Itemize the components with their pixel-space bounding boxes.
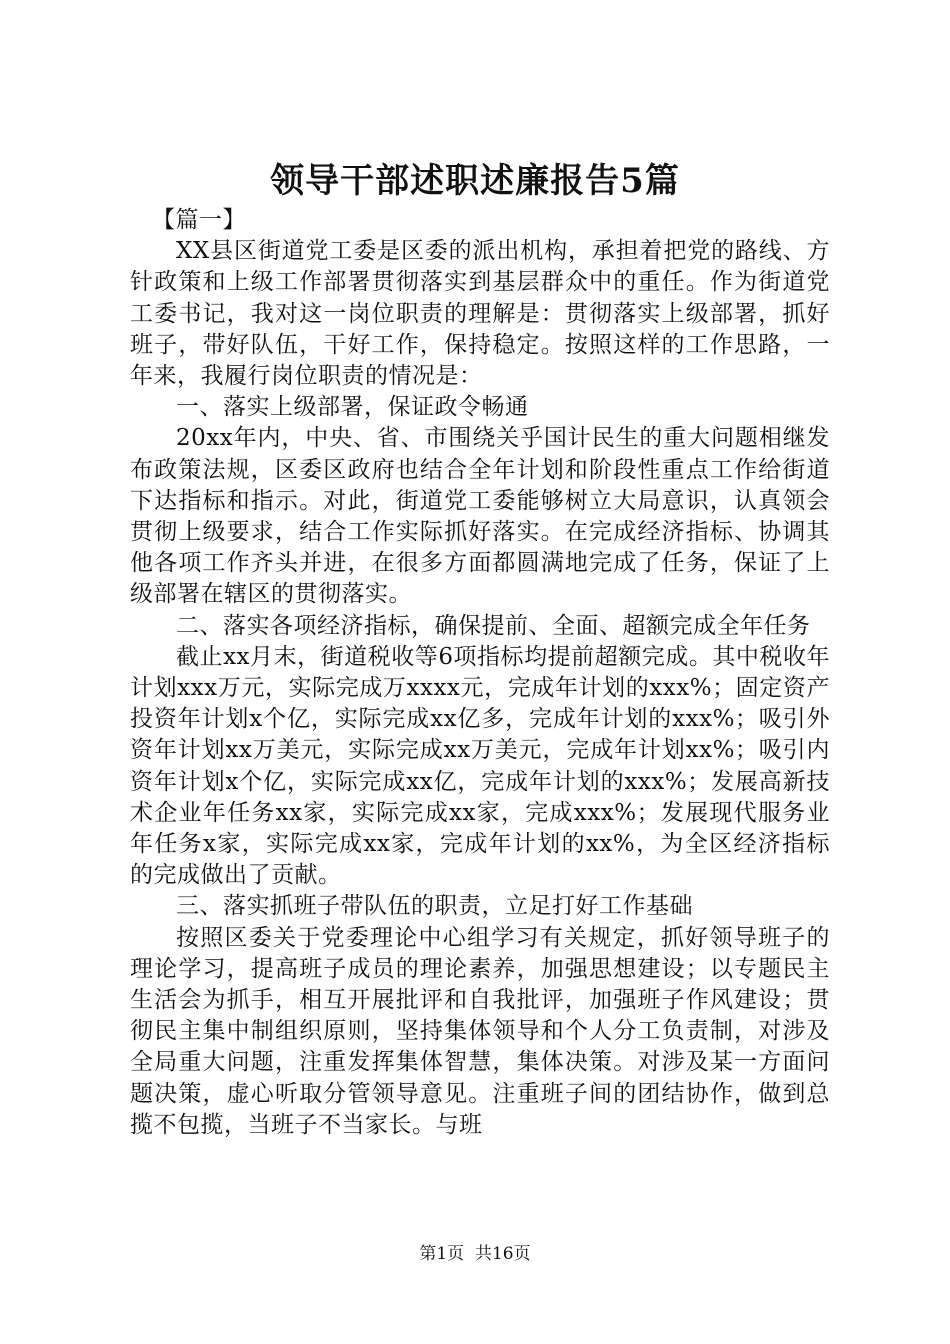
page-number: 第1页 共16页 (419, 1244, 531, 1264)
body-paragraph: 按照区委关于党委理论中心组学习有关规定，抓好领导班子的理论学习，提高班子成员的理论素养，加强思想建设；以专题民主生活会为抓手，相互开展批评和自我批评，加强班子作风建设；贯彻民主集中制组织原则，坚持集体领导和个人分工负责制，对涉及全局重大问题，注重发挥集体智慧，集体决策。对涉及某一方面问题决策，虚心听取分管领导意见。注重班子间的团结协作，做到总揽不包揽，当班子不当家长。与班 (130, 924, 830, 1138)
section-heading: 三、落实抓班子带队伍的职责，立足打好工作基础 (176, 893, 693, 920)
body-paragraph: 截止xx月末，街道税收等6项指标均提前超额完成。其中税收年计划xxx万元，实际完成万xxxx元，完成年计划的xxx%；固定资产投资年计划x个亿，实际完成xx亿多，完成年计划的xxx%；吸引外资年计划xx万美元，实际完成xx万美元，完成年计划xx%；吸引内资年计划x个亿，实际完成xx亿，完成年计划的xxx%；发展高新技术企业年任务xx家，实际完成xx家，完成xxx%；发展现代服务业年任务x家，实际完成xx家，完成年计划的xx%，为全区经济指标的完成做出了贡献。 (130, 643, 830, 889)
document-body (130, 205, 830, 1141)
body-paragraph: 20xx年内，中央、省、市围绕关乎国计民生的重大问题相继发布政策法规，区委区政府也结合全年计划和阶段性重点工作给街道下达指标和指示。对此，街道党工委能够树立大局意识，认真领会贯彻上级要求，结合工作实际抓好落实。在完成经济指标、协调其他各项工作齐头并进，在很多方面都圆满地完成了任务，保证了上级部署在辖区的贯彻落实。 (130, 425, 830, 608)
section-heading: 二、落实各项经济指标，确保提前、全面、超额完成全年任务 (176, 612, 811, 639)
body-paragraph: XX县区街道党工委是区委的派出机构，承担着把党的路线、方针政策和上级工作部署贯彻落实到基层群众中的重任。作为街道党工委书记，我对这一岗位职责的理解是：贯彻落实上级部署，抓好班子，带好队伍，干好工作，保持稳定。按照这样的工作思路，一年来，我履行岗位职责的情况是： (130, 238, 830, 390)
document-title: 领导干部述职述廉报告5篇 (270, 161, 680, 201)
page-footer (0, 1243, 950, 1265)
section-heading: 一、落实上级部署，保证政令畅通 (176, 394, 529, 421)
section-marker: 【篇一】 (152, 207, 246, 233)
